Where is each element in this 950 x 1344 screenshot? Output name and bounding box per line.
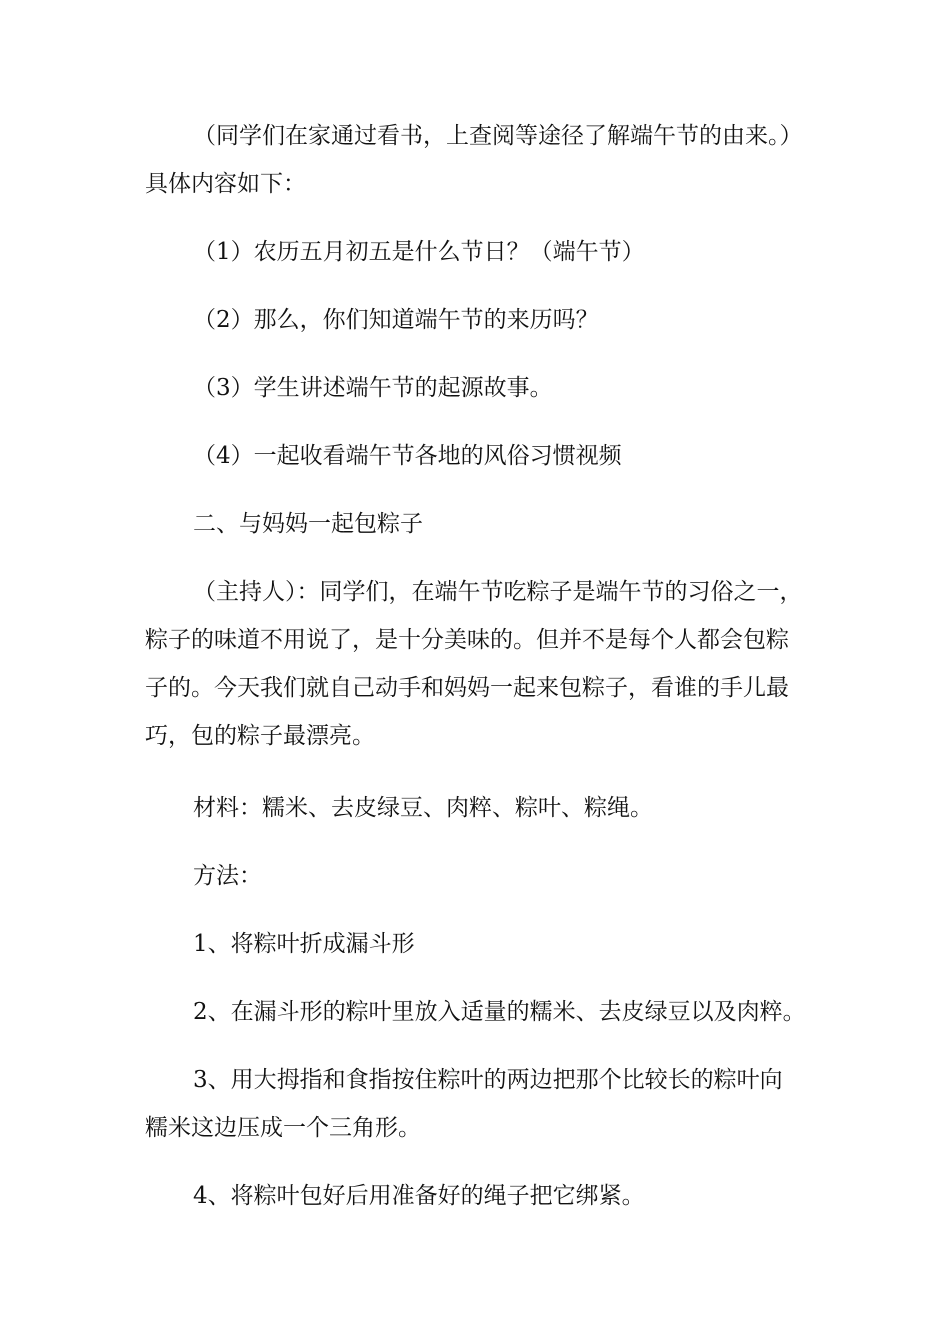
section-heading: 二、与妈妈一起包粽子 xyxy=(193,511,423,537)
host-line-4: 巧，包的粽子最漂亮。 xyxy=(145,723,375,749)
question-item-3: （3）学生讲述端午节的起源故事。 xyxy=(193,375,553,401)
step-1: 1、将粽叶折成漏斗形 xyxy=(193,931,415,957)
step-3 xyxy=(145,1056,825,1152)
host-line-1: （主持人）：同学们，在端午节吃粽子是端午节的习俗之一， xyxy=(193,579,803,605)
step-3-line-1: 3、用大拇指和食指按住粽叶的两边把那个比较长的粽叶向 xyxy=(193,1067,783,1093)
step-3-line-2: 糯米这边压成一个三角形。 xyxy=(145,1115,421,1141)
intro-paragraph xyxy=(145,112,825,208)
method-label: 方法： xyxy=(193,863,262,889)
step-4: 4、将粽叶包好后用准备好的绳子把它绑紧。 xyxy=(193,1183,645,1209)
host-paragraph xyxy=(145,568,825,760)
question-item-2: （2）那么，你们知道端午节的来历吗？ xyxy=(193,307,599,333)
question-item-1: （1）农历五月初五是什么节日？（端午节） xyxy=(193,239,645,265)
host-line-3: 子的。今天我们就自己动手和妈妈一起来包粽子，看谁的手儿最 xyxy=(145,675,789,701)
question-item-4: （4）一起收看端午节各地的风俗习惯视频 xyxy=(193,443,622,469)
step-2: 2、在漏斗形的粽叶里放入适量的糯米、去皮绿豆以及肉粹。 xyxy=(193,999,806,1025)
host-line-2: 粽子的味道不用说了，是十分美味的。但并不是每个人都会包粽 xyxy=(145,627,789,653)
intro-line-2: 具体内容如下： xyxy=(145,171,306,197)
intro-line-1: （同学们在家通过看书，上查阅等途径了解端午节的由来。） xyxy=(193,123,803,149)
materials-line: 材料：糯米、去皮绿豆、肉粹、粽叶、粽绳。 xyxy=(193,795,653,821)
